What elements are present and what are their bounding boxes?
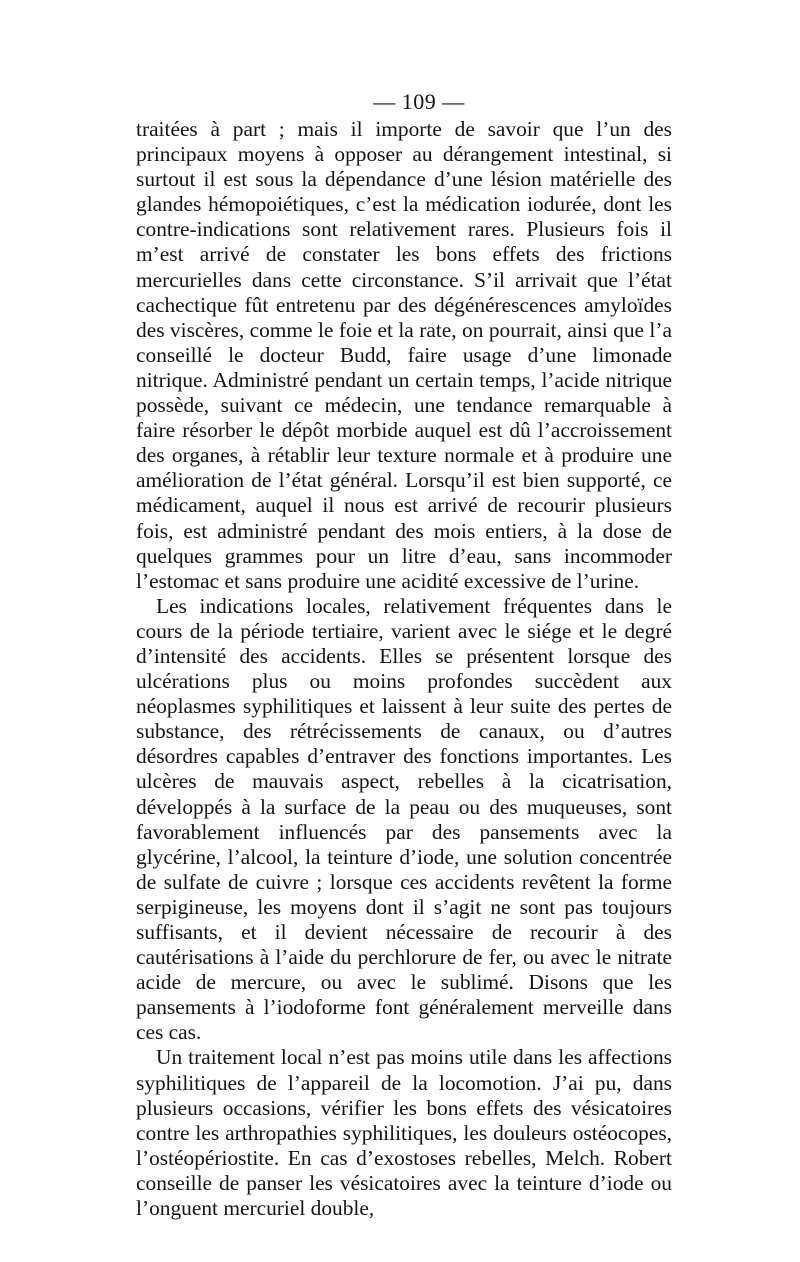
- paragraph-2: Les indications locales, relativement fréquentes dans le cours de la période tertiaire, varient avec le siége et le degré d’intensité des accidents. Elles se présentent lorsque des ulcérations plus ou moins profondes succèdent aux néoplasmes syphilitiques et laissent à leur suite des pertes de substance, des rétrécissements de canaux, ou d’autres désordres capables d’entraver des fonctions importantes. Les ulcères de mauvais aspect, rebelles à la cicatrisation, développés à la surface de la peau ou des muqueuses, sont favorablement influencés par des pansements avec la glycérine, l’alcool, la teinture d’iode, une solution concentrée de sulfate de cuivre ; lorsque ces accidents revêtent la forme serpigineuse, les moyens dont il s’agit ne sont pas toujours suffisants, et il devient nécessaire de recourir à des cautérisations à l’aide du perchlorure de fer, ou avec le nitrate acide de mercure, ou avec le sublimé. Disons que les pansements à l’iodoforme font généralement merveille dans ces cas.: [136, 593, 672, 1045]
- paragraph-1: traitées à part ; mais il importe de savoir que l’un des principaux moyens à opposer au dérangement intestinal, si surtout il est sous la dépendance d’une lésion matérielle des glandes hémopoiétiques, c’est la médication iodurée, dont les contre-indications sont relativement rares. Plusieurs fois il m’est arrivé de constater les bons effets des frictions mercurielles dans cette circonstance. S’il arrivait que l’état cachectique fût entretenu par des dégénérescences amyloïdes des viscères, comme le foie et la rate, on pourrait, ainsi que l’a conseillé le docteur Budd, faire usage d’une limonade nitrique. Administré pendant un certain temps, l’acide nitrique possède, suivant ce médecin, une tendance remarquable à faire résorber le dépôt morbide auquel est dû l’accroissement des organes, à rétablir leur texture normale et à produire une amélioration de l’état général. Lorsqu’il est bien supporté, ce médicament, auquel il nous est arrivé de recourir plusieurs fois, est administré pendant des mois entiers, à la dose de quelques grammes pour un litre d’eau, sans incommoder l’estomac et sans produire une acidité excessive de l’urine.: [136, 117, 672, 593]
- paragraph-3: Un traitement local n’est pas moins utile dans les affections syphilitiques de l’appareil de la locomotion. J’ai pu, dans plusieurs occasions, vérifier les bons effets des vésicatoires contre les arthropathies syphilitiques, les douleurs ostéocopes, l’ostéopériostite. En cas d’exostoses rebelles, Melch. Robert conseille de panser les vésicatoires avec la teinture d’iode ou l’onguent mercuriel double,: [136, 1045, 672, 1221]
- page-number: — 109 —: [373, 89, 465, 114]
- body-text: [136, 117, 672, 1221]
- book-page: [136, 88, 672, 1221]
